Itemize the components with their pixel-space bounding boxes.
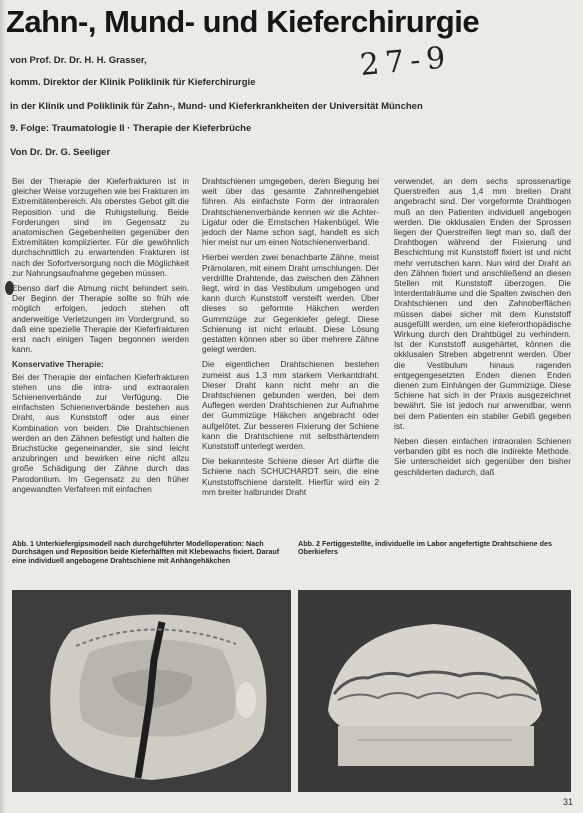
paragraph: Die eigentlichen Drahtschienen bestehen zumeist aus 1,3 mm starkem Vierkantdraht. Dieser Draht kann nicht mehr an die Drahtschienen gebunden werden, bei dem Auflegen werden Drahtschienen zur Aufnahme der Gummizüge Häkchen angebracht oder aufgelötet. Zur besseren Fixierung der Schiene kann die Drahtschiene mit selbsthärtendem Kunststoff unterlegt werden. bbox=[202, 359, 379, 452]
handwritten-note: 27-9 bbox=[358, 40, 453, 83]
paragraph: Drahtschienen umgegeben, deren Biegung bei weit über das gesamte Zahnreihengebiet führen. Als einfachste Form der intraoralen Drahtschienenverbände kennen wir die Achter-Ligatur oder die Ernstschen Hakenbügel. Wie jedoch der Name schon sagt, handelt es sich hier meist nur um einen Notschienenverband. bbox=[202, 176, 379, 248]
section-heading: Konservative Therapie: bbox=[12, 359, 104, 370]
paragraph: Bei der Therapie der Kieferfrakturen ist in gleicher Weise vorzugehen wie bei Frakturen im Extremitätenbereich. Als oberstes Gebot gilt die Reposition und die Ruhigstellung. Beide Forderungen sind im Gegensatz zu anatomischen Gegebenheiten gegenüber den Extremitäten komplizierter. Für die gewöhnlich durchschnittlich zu erwartenden Frakturen ist nach der Sofortversorgung noch die Möglichkeit zur Nahrungsaufnahme gegeben müssen. bbox=[12, 176, 189, 278]
position-line: komm. Direktor der Klinik Poliklinik für Kieferchirurgie bbox=[10, 77, 256, 88]
plaster-lower-jaw-model-image bbox=[12, 590, 291, 792]
article-title: Zahn-, Mund- und Kieferchirurgie bbox=[6, 4, 480, 39]
paragraph: verwendet, an dem sechs sprossenartige Querstreifen aus 1,4 mm breiten Draht angebracht sind. Der vorgeformte Drahtbogen muß an den Patienten individuell angebogen werden. Die okklusalen Enden der Sprossen liegen der Querstreifen liegt man so, daß der Drahtbogen während der Fixierung und Beschichtung mit Kunststoff fixiert ist und nicht mehr verrutschen kann. Nun wird der Draht an den Zähnen fixiert und anschließend an diesen Stellen mit Kunststoff überzogen. Die Interdentalräume und die Spalten zwischen den Drahtschienen und den Zahnoberflächen müssen dabei sicher mit dem Kunststoff ausgefüllt werden, um eine kieferorthopädische Wirkung durch den Drahtbügel zu verhindern. Ist der Kunststoff ausgehärtet, können die okklusalen Streben abgetrennt werden. Über die Vestibulum hinaus ragenden entgegengesetzten Enden dienen Enden dienen zum Einhängen der Gummizüge. Diese Schiene hat sich in der Praxis ausgezeichnet bewährt. Sie ist jedoch nur anwendbar, wenn bei dem Patienten ein stabiler Gebiß gegeben ist. bbox=[394, 176, 571, 431]
plaster-upper-jaw-model-image bbox=[298, 590, 571, 792]
text-column-3 bbox=[394, 176, 571, 531]
paragraph: Hierbei werden zwei benachbarte Zähne, meist Prämolaren, mit einem Draht umschlungen. Der verdrillte Drahtende, das zwischen den Zähnen liegt, wird in das Vestibulum umgebogen und kann durch Kunststoff versteift werden. Über dieses so geformte Häkchen werden Gummizüge zur Gegenkiefer gelegt. Diese Schienung ist nicht erlaubt. Diese Lösung gestatten können aber so über mehrere Zähne gelegt werden. bbox=[202, 252, 379, 355]
text-column-2 bbox=[202, 176, 379, 531]
coauthor-line: Von Dr. Dr. G. Seeliger bbox=[10, 147, 111, 158]
page-edge-shadow bbox=[0, 0, 6, 813]
figure-2-caption: Abb. 2 Fertiggestellte, individuelle im Labor angefertigte Drahtschiene des Oberkiefers bbox=[298, 539, 553, 557]
paragraph: Ebenso darf die Atmung nicht behindert sein. Der Beginn der Therapie sollte so früh wie möglich erfolgen, jedoch stehen oft anderweitige Verletzungen im Vordergrund, so daß eine spezielle Therapie der Kieferfrakturen erst nach einigen Tagen begonnen werden kann. bbox=[12, 283, 189, 355]
paragraph: Die bekannteste Schiene dieser Art dürfte die Schiene nach SCHUCHARDT sein, die eine Kunststoffschiene darstellt. Hierfür wird ein 2 mm breiter halbrunder Draht bbox=[202, 456, 379, 497]
figure-2-photo bbox=[298, 590, 571, 792]
author-line: von Prof. Dr. Dr. H. H. Grasser, bbox=[10, 55, 147, 66]
paragraph: Neben diesen einfachen intraoralen Schienen verbanden gibt es noch die indirekte Methode. Sie unterscheidet sich gegenüber den bisher geschilderten dadurch, daß bbox=[394, 436, 571, 477]
figure-1-caption: Abb. 1 Unterkiefergipsmodell nach durchgeführter Modelloperation: Nach Durchsägen und Reposition beide Kieferhälften mit Klebewachs fixiert. Darauf eine individuell angebogene Drahtschiene mit Anhängehäkchen bbox=[12, 539, 280, 565]
figure-1-photo bbox=[12, 590, 291, 792]
paragraph: Bei der Therapie der einfachen Kieferfrakturen stehen uns die intra- und extraoralen Schienenverbände zur Verfügung. Die einfachsten Schienenverbände bestehen aus Draht, aus Kunststoff oder aus einer Kombination von beiden. Die Drahtschienen werden an den Zähnen befestigt und halten die Bruchstücke gegeneinander, sie sind leicht anzubringen und bewirken eine nicht allzu große Schädigung der Zähne durch das Parodontium. Im Gegensatz zu den früher angewandten Verfahren mit einfachen bbox=[12, 371, 189, 494]
clinic-line: in der Klinik und Poliklinik für Zahn-, Mund- und Kieferkrankheiten der Universität München bbox=[10, 101, 423, 112]
text-column-1 bbox=[12, 176, 189, 531]
series-line: 9. Folge: Traumatologie II · Therapie der Kieferbrüche bbox=[10, 123, 252, 134]
page-number: 31 bbox=[562, 797, 573, 807]
